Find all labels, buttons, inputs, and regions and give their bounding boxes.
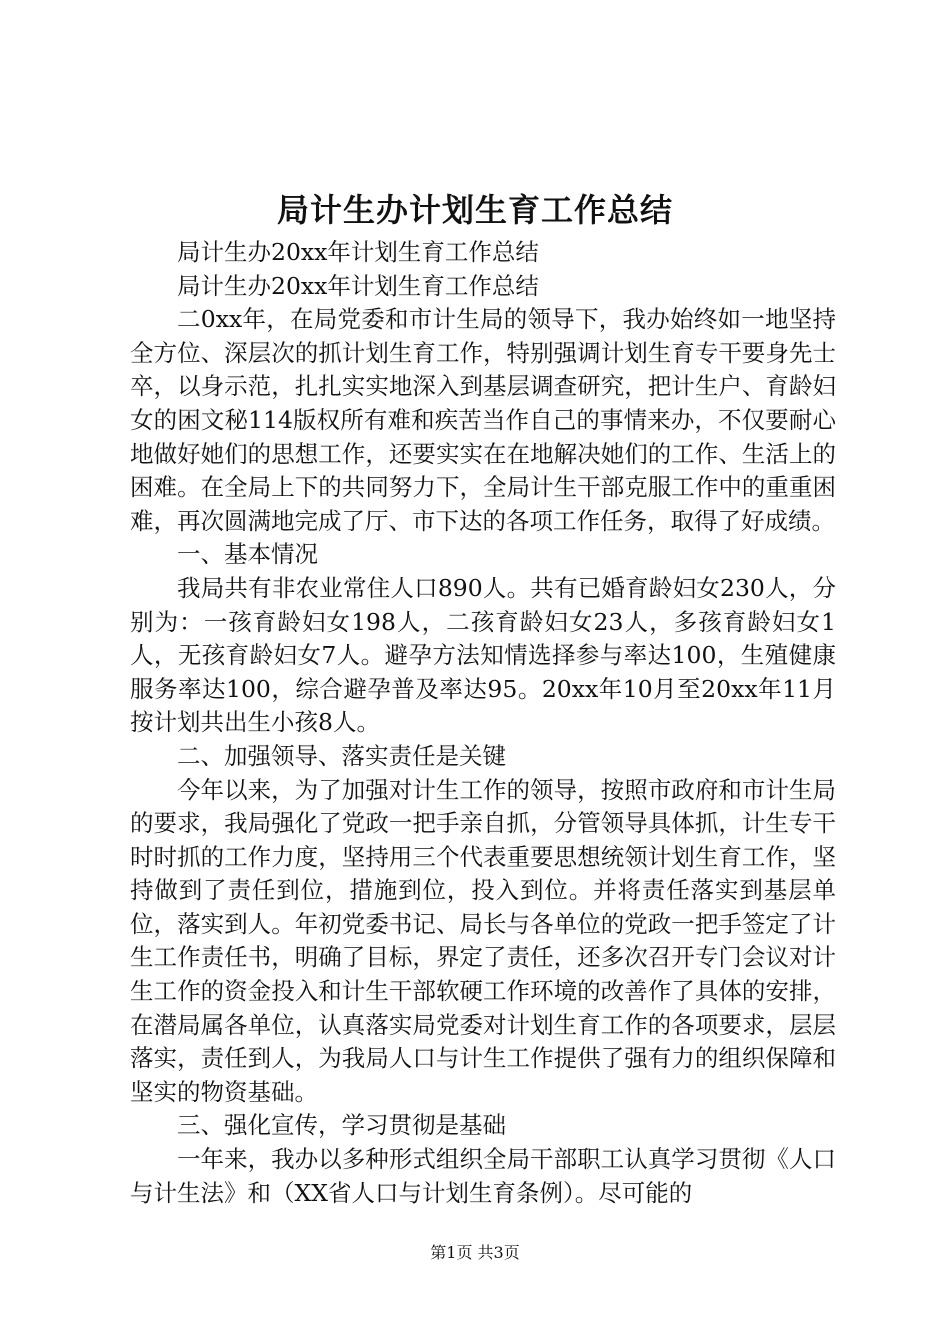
- leadership-paragraph: 今年以来，为了加强对计生工作的领导，按照市政府和市计生局的要求，我局强化了党政一把手亲自抓，分管领导具体抓，计生专干时时抓的工作力度，坚持用三个代表重要思想统领计划生育工作，坚持做到了责任到位，措施到位，投入到位。并将责任落实到基层单位，落实到人。年初党委书记、局长与各单位的党政一把手签定了计生工作责任书，明确了目标，界定了责任，还多次召开专门会议对计生工作的资金投入和计生干部软硬工作环境的改善作了具体的安排，在潜局属各单位，认真落实局党委对计划生育工作的各项要求，层层落实，责任到人，为我局人口与计生工作提供了强有力的组织保障和坚实的物资基础。: [130, 775, 836, 1106]
- section-heading-basic-situation: 一、基本情况: [177, 540, 318, 569]
- subtitle-line-1: 局计生办20xx年计划生育工作总结: [177, 238, 539, 266]
- page-footer: 第1页 共3页: [430, 1243, 520, 1262]
- intro-paragraph: 二0xx年，在局党委和市计生局的领导下，我办始终如一地坚持全方位、深层次的抓计划生育工作，特别强调计划生育专干要身先士卒，以身示范，扎扎实实地深入到基层调查研究，把计生户、育龄妇女的困文秘114版权所有难和疾苦当作自己的事情来办，不仅要耐心地做好她们的思想工作，还要实实在在地解决她们的工作、生活上的困难。在全局上下的共同努力下，全局计生干部克服工作中的重重困难，再次圆满地完成了厅、市下达的各项工作任务，取得了好成绩。: [130, 305, 836, 535]
- document-body: [130, 236, 836, 1210]
- section-heading-publicity: 三、强化宣传，学习贯彻是基础: [177, 1111, 506, 1140]
- subtitle-line-2: 局计生办20xx年计划生育工作总结: [177, 271, 539, 300]
- document-title: 局计生办计划生育工作总结: [276, 191, 673, 229]
- publicity-paragraph: 一年来，我办以多种形式组织全局干部职工认真学习贯彻《人口与计生法》和（XX省人口与计划生育条例）。尽可能的: [130, 1145, 836, 1207]
- section-heading-leadership: 二、加强领导、落实责任是关键: [177, 741, 506, 770]
- basic-situation-paragraph: 我局共有非农业常住人口890人。共有已婚育龄妇女230人，分别为：一孩育龄妇女198人，二孩育龄妇女23人，多孩育龄妇女1人，无孩育龄妇女7人。避孕方法知情选择参与率达100，生殖健康服务率达100，综合避孕普及率达95。20xx年10月至20xx年11月按计划共出生小孩8人。: [130, 573, 836, 737]
